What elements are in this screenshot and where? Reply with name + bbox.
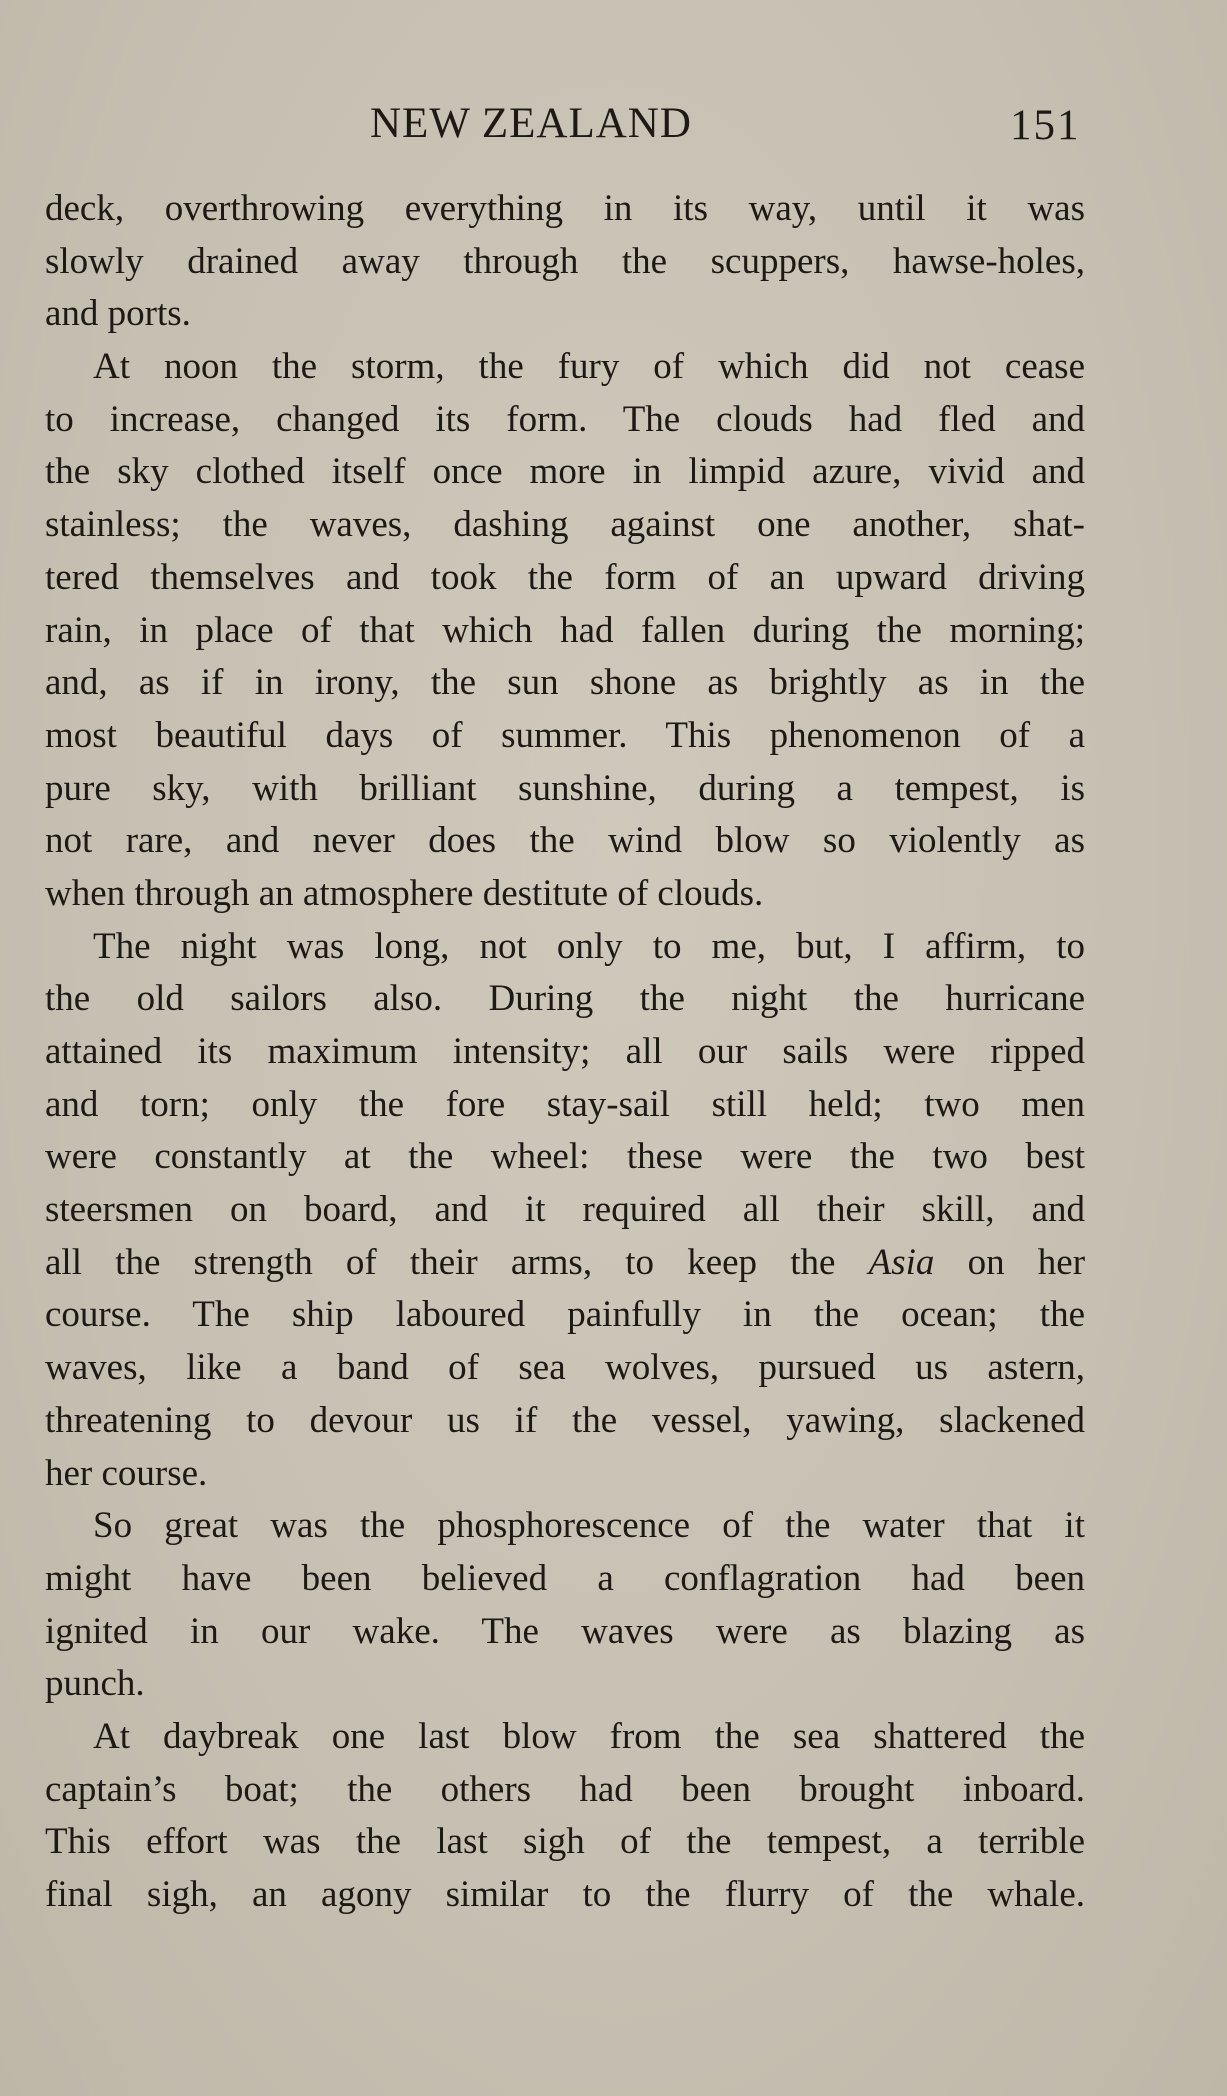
text-line: to increase, changed its form. The clouds had fled and	[45, 398, 1085, 440]
text-line: So great was the phosphorescence of the water that it	[93, 1505, 1085, 1547]
running-head-title: NEW ZEALAND	[370, 100, 692, 147]
text-line: and torn; only the fore stay-sail still held; two men	[45, 1083, 1085, 1125]
paragraph	[45, 1500, 1085, 1711]
paragraph	[45, 341, 1085, 921]
text-line: The night was long, not only to me, but, I affirm, to	[93, 925, 1085, 967]
body-text	[45, 183, 1085, 1922]
text-segment: on her	[967, 1241, 1086, 1283]
text-line: waves, like a band of sea wolves, pursued us astern,	[45, 1347, 1085, 1389]
paragraph	[45, 1711, 1085, 1922]
text-line: At daybreak one last blow from the sea shattered the	[93, 1715, 1085, 1757]
text-line: rain, in place of that which had fallen during the morning;	[45, 609, 1085, 651]
text-line: steersmen on board, and it required all their skill, and	[45, 1189, 1085, 1231]
running-head	[0, 94, 1227, 154]
text-line: final sigh, an agony similar to the flurry of the whale.	[45, 1874, 1085, 1915]
page-number: 151	[1010, 102, 1081, 149]
paragraph	[45, 183, 1085, 341]
text-line: threatening to devour us if the vessel, yawing, slackened	[45, 1399, 1085, 1441]
text-line: and ports.	[45, 293, 191, 335]
text-line: This effort was the last sigh of the tempest, a terrible	[45, 1821, 1085, 1863]
text-line: might have been believed a conflagration had been	[45, 1557, 1085, 1599]
text-line: most beautiful days of summer. This phenomenon of a	[45, 714, 1085, 756]
ship-name: Asia	[868, 1241, 935, 1283]
text-line: pure sky, with brilliant sunshine, during a tempest, is	[45, 767, 1085, 809]
text-line-with-italic	[45, 1237, 1085, 1290]
text-line: when through an atmosphere destitute of clouds.	[45, 872, 764, 914]
text-line: attained its maximum intensity; all our sails were ripped	[45, 1031, 1085, 1072]
text-line: stainless; the waves, dashing against one another, shat-	[45, 504, 1085, 546]
text-line: the old sailors also. During the night the hurricane	[45, 978, 1085, 1020]
text-line: were constantly at the wheel: these were the two best	[45, 1136, 1085, 1178]
text-line: punch.	[45, 1663, 145, 1705]
text-segment: all the strength of their arms, to keep the	[45, 1241, 836, 1283]
text-line: captain’s boat; the others had been brought inboard.	[45, 1768, 1085, 1810]
text-line: not rare, and never does the wind blow so violently as	[45, 820, 1085, 862]
text-line: tered themselves and took the form of an upward driving	[45, 556, 1085, 598]
paragraph	[45, 921, 1085, 1501]
text-line: At noon the storm, the fury of which did not cease	[93, 346, 1085, 388]
text-line: and, as if in irony, the sun shone as brightly as in the	[45, 662, 1085, 704]
text-line: slowly drained away through the scuppers, hawse-holes,	[45, 240, 1085, 282]
text-line: deck, overthrowing everything in its way, until it was	[45, 188, 1085, 229]
text-line: the sky clothed itself once more in limpid azure, vivid and	[45, 451, 1085, 493]
text-line: ignited in our wake. The waves were as blazing as	[45, 1610, 1085, 1652]
text-line: course. The ship laboured painfully in the ocean; the	[45, 1294, 1085, 1336]
text-line: her course.	[45, 1452, 208, 1494]
